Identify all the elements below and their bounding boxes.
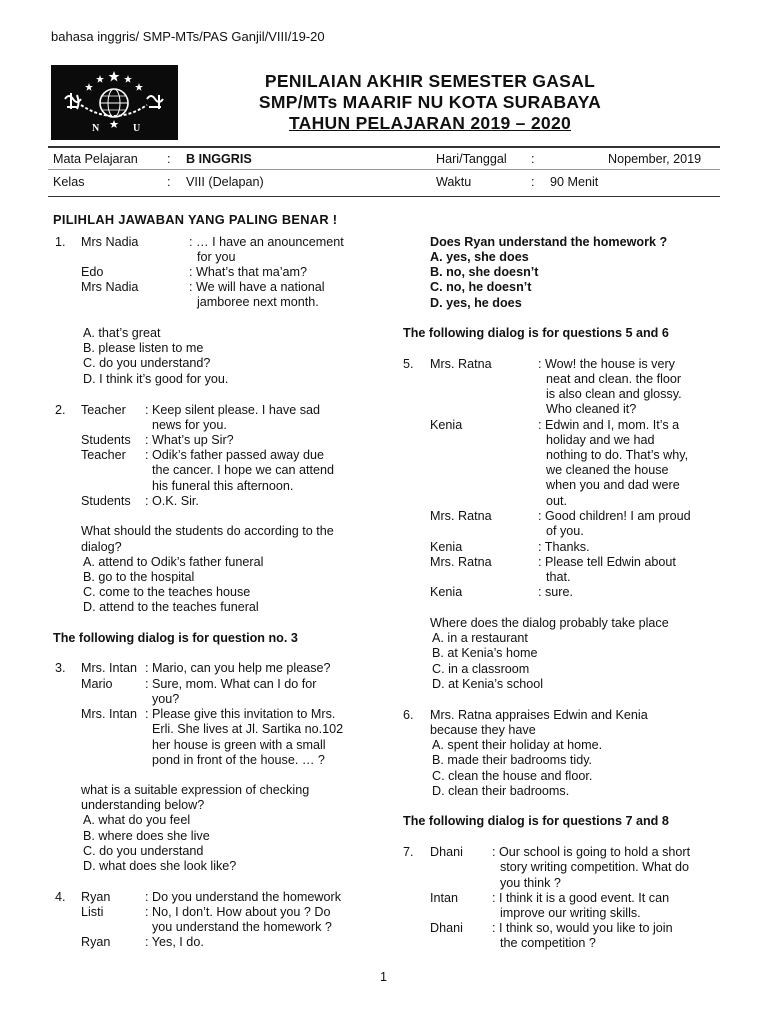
option: C. do you understand? (83, 356, 211, 370)
dialog-line: : What’s up Sir? (145, 433, 234, 447)
dialog-line: : Mario, can you help me please? (145, 661, 331, 675)
dialog-line: when you and dad were (546, 478, 680, 492)
date-label: Hari/Tanggal (436, 152, 507, 166)
section-heading: The following dialog is for question no. 3 (53, 631, 298, 645)
option: B. where does she live (83, 829, 210, 843)
speaker: Ryan (81, 890, 111, 904)
academic-year-title: TAHUN PELAJARAN 2019 – 2020 (288, 113, 572, 133)
logo-letter-u: U (133, 123, 141, 134)
dialog-line: you think ? (500, 876, 561, 890)
speaker: Mrs. Ratna (430, 555, 492, 569)
date-value: Nopember, 2019 (608, 152, 702, 166)
option: B. no, she doesn’t (430, 265, 539, 279)
dialog-line: we cleaned the house (546, 463, 669, 477)
option: B. at Kenia’s home (432, 646, 538, 660)
dialog-line: : Do you understand the homework (145, 890, 342, 904)
option: A. attend to Odik’s father funeral (83, 555, 264, 569)
question-text: what is a suitable expression of checking (81, 783, 310, 797)
dialog-line: improve our writing skills. (500, 906, 641, 920)
speaker: Mrs. Ratna (430, 357, 492, 371)
dialog-line: : No, I don’t. How about you ? Do (145, 905, 331, 919)
dialog-line: out. (546, 494, 568, 508)
speaker: Edo (81, 265, 104, 279)
speaker: Mrs. Intan (81, 707, 137, 721)
speaker: Dhani (430, 845, 463, 859)
option: D. what does she look like? (83, 859, 237, 873)
nu-logo-icon (51, 65, 178, 140)
question-text: because they have (430, 723, 536, 737)
date-separator: : (531, 152, 535, 166)
question-text: dialog? (81, 540, 122, 554)
dialog-line: : Keep silent please. I have sad (145, 403, 321, 417)
speaker: Intan (430, 891, 459, 905)
option: D. yes, he does (430, 296, 522, 310)
dialog-line: her house is green with a small (152, 738, 326, 752)
dialog-line: : Yes, I do. (145, 935, 204, 949)
option: B. go to the hospital (83, 570, 195, 584)
speaker: Mrs. Ratna (430, 509, 492, 523)
question-number: 1. (55, 235, 66, 249)
class-label: Kelas (53, 175, 85, 189)
option: A. that’s great (83, 326, 161, 340)
option: C. in a classroom (432, 662, 530, 676)
info-bottom-divider (48, 196, 720, 197)
school-title: SMP/MTs MAARIF NU KOTA SURABAYA (258, 92, 602, 112)
page-number: 1 (380, 970, 388, 984)
info-divider (48, 169, 720, 170)
speaker: Dhani (430, 921, 463, 935)
dialog-line: : Please give this invitation to Mrs. (145, 707, 336, 721)
dialog-line: jamboree next month. (197, 295, 319, 309)
dialog-line: : Please tell Edwin about (538, 555, 676, 569)
subject-label: Mata Pelajaran (53, 152, 138, 166)
dialog-line: you? (152, 692, 180, 706)
speaker: Listi (81, 905, 104, 919)
dialog-line: his funeral this afternoon. (152, 479, 294, 493)
question-number: 6. (403, 708, 414, 722)
question-text: understanding below? (81, 798, 205, 812)
dialog-line: : I think so, would you like to join (492, 921, 673, 935)
dialog-line: pond in front of the house. … ? (152, 753, 325, 767)
question-number: 4. (55, 890, 66, 904)
subject-value: B INGGRIS (186, 152, 252, 166)
dialog-line: story writing competition. What do (500, 860, 689, 874)
dialog-line: for you (197, 250, 236, 264)
logo-letter-n: N (92, 123, 100, 134)
dialog-line: : O.K. Sir. (145, 494, 199, 508)
speaker: Ryan (81, 935, 111, 949)
option: C. no, he doesn’t (430, 280, 532, 294)
speaker: Mrs Nadia (81, 280, 139, 294)
dialog-line: holiday and we had (546, 433, 655, 447)
instruction-text: PILIHLAH JAWABAN YANG PALING BENAR ! (53, 212, 338, 227)
option: D. I think it’s good for you. (83, 372, 229, 386)
option: D. clean their badrooms. (432, 784, 570, 798)
dialog-line: : … I have an anouncement (189, 235, 344, 249)
option: D. attend to the teaches funeral (83, 600, 259, 614)
speaker: Kenia (430, 418, 463, 432)
option: A. yes, she does (430, 250, 529, 264)
speaker: Teacher (81, 403, 126, 417)
dialog-line: you understand the homework ? (152, 920, 332, 934)
question-text: What should the students do according to the (81, 524, 334, 538)
dialog-line: news for you. (152, 418, 227, 432)
question-text: Where does the dialog probably take place (430, 616, 669, 630)
document-header: bahasa inggris/ SMP-MTs/PAS Ganjil/VIII/19-20 (51, 29, 325, 44)
option: C. do you understand (83, 844, 204, 858)
exam-title: PENILAIAN AKHIR SEMESTER GASAL (264, 71, 596, 91)
time-value: 90 Menit (550, 175, 599, 189)
dialog-line: : Thanks. (538, 540, 590, 554)
dialog-line: is also clean and glossy. (546, 387, 682, 401)
question-number: 3. (55, 661, 66, 675)
option: A. what do you feel (83, 813, 191, 827)
speaker: Kenia (430, 540, 463, 554)
section-heading: The following dialog is for questions 7 and 8 (403, 814, 669, 828)
section-heading: The following dialog is for questions 5 and 6 (403, 326, 669, 340)
speaker: Mario (81, 677, 113, 691)
dialog-line: Who cleaned it? (546, 402, 637, 416)
dialog-line: the cancer. I hope we can attend (152, 463, 335, 477)
dialog-line: neat and clean. the floor (546, 372, 682, 386)
dialog-line: : Wow! the house is very (538, 357, 675, 371)
option: B. please listen to me (83, 341, 204, 355)
dialog-line: that. (546, 570, 571, 584)
dialog-line: of you. (546, 524, 584, 538)
speaker: Students (81, 494, 131, 508)
dialog-line: Erli. She lives at Jl. Sartika no.102 (152, 722, 344, 736)
question-number: 5. (403, 357, 414, 371)
question-text: Does Ryan understand the homework ? (430, 235, 668, 249)
question-text: Mrs. Ratna appraises Edwin and Kenia (430, 708, 648, 722)
speaker: Kenia (430, 585, 463, 599)
option: B. made their badrooms tidy. (432, 753, 593, 767)
class-value: VIII (Delapan) (186, 175, 264, 189)
dialog-line: : Good children! I am proud (538, 509, 691, 523)
header-divider (48, 146, 720, 148)
speaker: Teacher (81, 448, 126, 462)
dialog-line: : Our school is going to hold a short (492, 845, 691, 859)
dialog-line: : I think it is a good event. It can (492, 891, 670, 905)
dialog-line: : Edwin and I, mom. It’s a (538, 418, 680, 432)
speaker: Students (81, 433, 131, 447)
class-separator: : (167, 175, 171, 189)
dialog-line: nothing to do. That’s why, (546, 448, 689, 462)
dialog-line: : What’s that ma’am? (189, 265, 308, 279)
dialog-line: the competition ? (500, 936, 596, 950)
dialog-line: : sure. (538, 585, 573, 599)
dialog-line: : Sure, mom. What can I do for (145, 677, 317, 691)
question-number: 2. (55, 403, 66, 417)
speaker: Mrs. Intan (81, 661, 137, 675)
subject-separator: : (167, 152, 171, 166)
option: A. spent their holiday at home. (432, 738, 603, 752)
question-number: 7. (403, 845, 414, 859)
time-separator: : (531, 175, 535, 189)
option: C. clean the house and floor. (432, 769, 593, 783)
speaker: Mrs Nadia (81, 235, 139, 249)
option: A. in a restaurant (432, 631, 528, 645)
time-label: Waktu (436, 175, 472, 189)
dialog-line: : Odik’s father passed away due (145, 448, 324, 462)
option: D. at Kenia’s school (432, 677, 544, 691)
option: C. come to the teaches house (83, 585, 251, 599)
dialog-line: : We will have a national (189, 280, 325, 294)
